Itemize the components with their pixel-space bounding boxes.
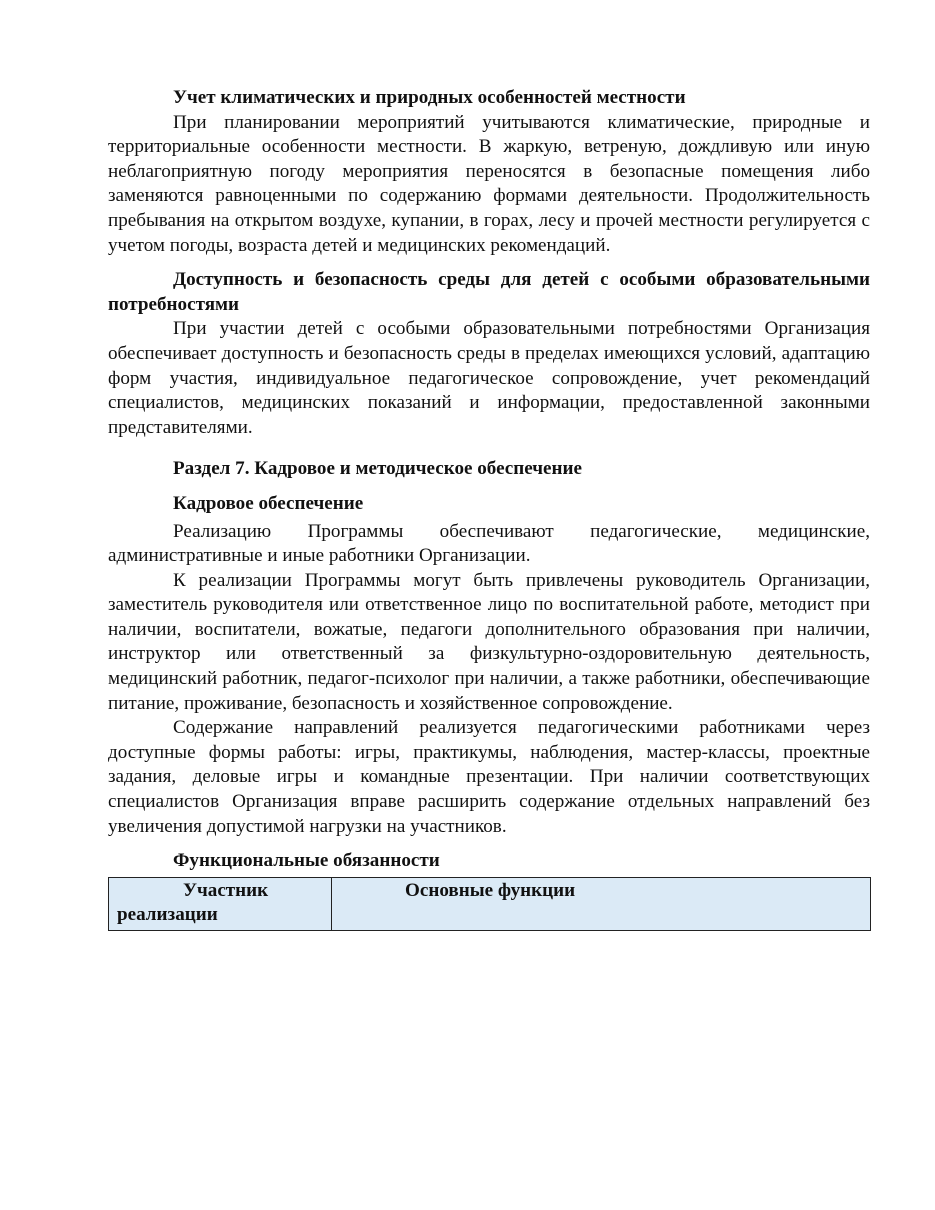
section-7-heading: Раздел 7. Кадровое и методическое обеспечение [173,458,582,480]
column-header-functions: Основные функции [332,877,871,930]
functions-heading: Функциональные обязанности [173,850,440,872]
functions-table [108,877,871,931]
paragraph-climate: При планировании мероприятий учитываются климатические, природные и территориальные особенности местности. В жаркую, ветреную, дождливую или иную неблагоприятную погоду мероприятия переносятся в безопасные помещения либо заменяются равноценными по содержанию формами деятельности. Продолжительность пребывания на открытом воздухе, купании, в горах, лесу и прочей местности регулируется с учетом погоды, возраста детей и медицинских рекомендаций. [108,111,870,256]
staffing-paragraph-2: К реализации Программы могут быть привлечены руководитель Организации, заместитель руководителя или ответственное лицо по воспитательной работе, методист при наличии, воспитатели, вожатые, педагоги дополнительного образования при наличии, инструктор или ответственный за физкультурно-оздоровительную деятельность, медицинский работник, педагог-психолог при наличии, а также работники, обеспечивающие питание, проживание, безопасность и хозяйственное сопровождение. [108,569,870,714]
section-heading-accessibility: Доступность и безопасность среды для детей с особыми образовательными потребностями [108,269,870,315]
staffing-paragraph-1: Реализацию Программы обеспечивают педагогические, медицинские, административные и иные работники Организации. [108,520,870,567]
column-header-participant: Участник реализации [109,877,332,930]
table-header-row [109,877,871,930]
staffing-paragraph-3: Содержание направлений реализуется педагогическими работниками через доступные формы работы: игры, практикумы, наблюдения, мастер-классы, проектные задания, деловые игры и командные презентации. При наличии соответствующих специалистов Организация вправе расширить содержание отдельных направлений без увеличения допустимой нагрузки на участников. [108,717,870,837]
document-page [108,86,870,931]
staffing-subheading: Кадровое обеспечение [173,492,364,514]
section-heading-climate: Учет климатических и природных особенностей местности [173,87,686,108]
paragraph-accessibility: При участии детей с особыми образовательными потребностями Организация обеспечивает доступность и безопасность среды в пределах имеющихся условий, адаптацию форм участия, индивидуальное педагогическое сопровождение, учет рекомендаций специалистов, медицинских показаний и информации, предоставленной законными представителями. [108,318,870,438]
